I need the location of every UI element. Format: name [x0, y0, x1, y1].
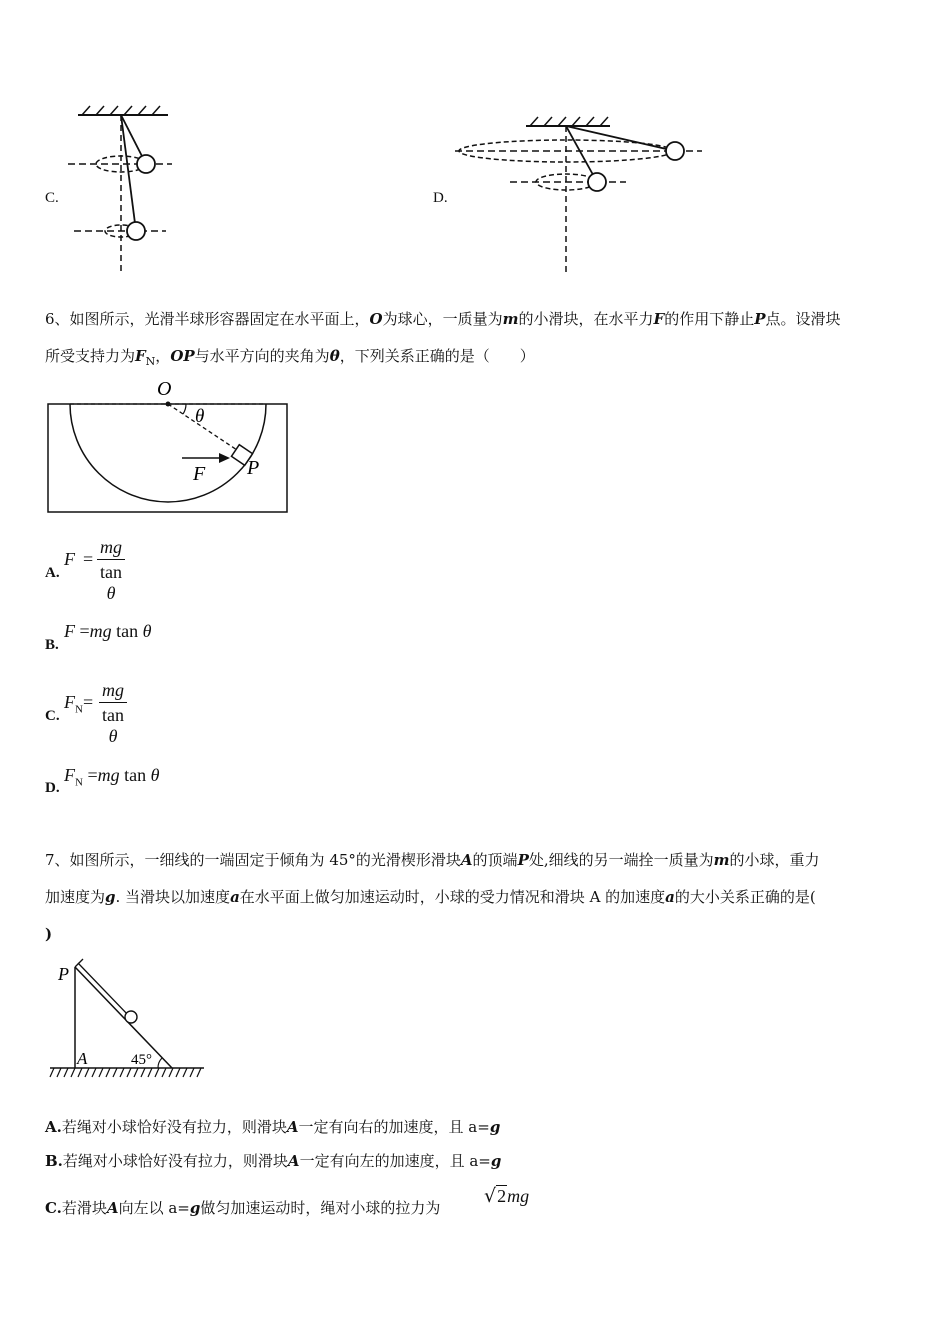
q7-option-c[interactable]: C.若滑块A向左以 a=g做匀加速运动时，绳对小球的拉力为: [45, 1199, 441, 1217]
option-b-formula: F =mg tan θ: [64, 621, 152, 641]
option-c-lhs: $F_N=$: [64, 692, 94, 716]
wedge-label-p: P: [58, 964, 69, 984]
q7-option-a[interactable]: A.若绳对小球恰好没有拉力，则滑块A一定有向右的加速度，且 a=g: [45, 1118, 501, 1136]
option-d-label: D.: [433, 190, 448, 206]
figure-hemisphere-container: [44, 376, 294, 518]
figure-d-conical-pendulum: [450, 108, 710, 278]
option-a-lhs: F: [64, 549, 75, 569]
wedge-ball: [125, 1011, 137, 1023]
option-d-formula: $F_N =mg$ tan θ: [64, 765, 160, 789]
ball-upper: [137, 155, 155, 173]
ball-lower: [127, 222, 145, 240]
option-a-fraction: $\frac{mg}{\text{tan θ}}$: [97, 537, 125, 604]
question-7-line-2: 加速度为g. 当滑块以加速度a在水平面上做匀加速运动时，小球的受力情况和滑块 A 的加速度a的大小关系正确的是(: [45, 888, 816, 906]
question-6-line-1: 6、如图所示，光滑半球形容器固定在水平面上，O为球心，一质量为m的小滑块，在水平力F的作用下静止P点。设滑块: [45, 310, 841, 328]
question-7-line-1: 7、如图所示，一细线的一端固定于倾角为 45°的光滑楔形滑块A的顶端P处,细线的另一端拴一质量为m的小球，重力: [45, 851, 820, 869]
ball-inner: [588, 173, 606, 191]
question-6-text: [45, 301, 907, 380]
ball-outer: [666, 142, 684, 160]
question-7-text: [45, 842, 907, 953]
figure-c-conical-pendulum: [60, 95, 185, 280]
label-theta: θ: [195, 406, 205, 427]
option-c-label: C.: [45, 190, 59, 206]
label-o: O: [157, 378, 172, 400]
wedge-label-a: A: [77, 1049, 88, 1068]
sqrt-icon: √: [484, 1185, 497, 1207]
q7-option-b[interactable]: B.若绳对小球恰好没有拉力，则滑块A一定有向左的加速度，且 a=g: [45, 1152, 502, 1170]
wedge-label-angle: 45°: [131, 1052, 152, 1068]
option-c-fraction: $\frac{mg}{\text{tan θ}}$: [99, 680, 127, 747]
label-f: F: [193, 463, 206, 485]
question-7-line-3: ): [45, 925, 53, 943]
figure-wedge: [44, 956, 209, 1084]
label-p: P: [247, 457, 260, 479]
question-6-line-2: 所受支持力为$F_N$，OP与水平方向的夹角为θ，下列关系正确的是（ ）: [45, 347, 535, 368]
q7-option-c-formula: √2mg: [484, 1185, 530, 1207]
